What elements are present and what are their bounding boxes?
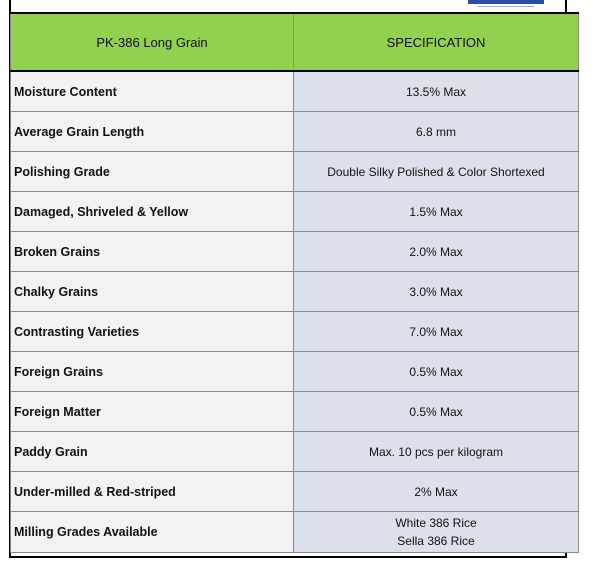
header-product: PK-386 Long Grain [11, 13, 294, 71]
row-label: Under-milled & Red-striped [11, 472, 294, 512]
milling-grade-sella: Sella 386 Rice [397, 534, 475, 548]
row-label: Broken Grains [11, 232, 294, 272]
row-value: 0.5% Max [294, 392, 579, 432]
row-label: Moisture Content [11, 71, 294, 112]
header-specification: SPECIFICATION [294, 13, 579, 71]
table-row [11, 352, 579, 392]
row-value: 2.0% Max [294, 232, 579, 272]
row-label: Foreign Grains [11, 352, 294, 392]
row-value: 13.5% Max [294, 71, 579, 112]
row-value: 0.5% Max [294, 352, 579, 392]
row-label: Foreign Matter [11, 392, 294, 432]
table-row [11, 472, 579, 512]
table-row [11, 392, 579, 432]
row-value: 7.0% Max [294, 312, 579, 352]
table-row [11, 71, 579, 112]
row-value: Double Silky Polished & Color Shortexed [294, 152, 579, 192]
table-row [11, 272, 579, 312]
row-value: 2% Max [294, 472, 579, 512]
table-header-row [11, 13, 579, 71]
milling-grade-white: White 386 Rice [395, 516, 477, 530]
row-label: Chalky Grains [11, 272, 294, 312]
table-row [11, 112, 579, 152]
row-value-multi [294, 512, 579, 553]
row-label: Polishing Grade [11, 152, 294, 192]
row-value: 6.8 mm [294, 112, 579, 152]
row-label: Contrasting Varieties [11, 312, 294, 352]
row-value: Max. 10 pcs per kilogram [294, 432, 579, 472]
row-value: 3.0% Max [294, 272, 579, 312]
logo-tagline [478, 6, 534, 8]
table-row [11, 152, 579, 192]
table-row [11, 312, 579, 352]
table-row [11, 232, 579, 272]
specification-table [10, 12, 579, 553]
row-value: 1.5% Max [294, 192, 579, 232]
table-row-milling-grades [11, 512, 579, 553]
row-label: Paddy Grain [11, 432, 294, 472]
table-row [11, 432, 579, 472]
row-label: Average Grain Length [11, 112, 294, 152]
table-row [11, 192, 579, 232]
company-logo [468, 0, 544, 4]
row-label: Damaged, Shriveled & Yellow [11, 192, 294, 232]
row-label: Milling Grades Available [11, 512, 294, 553]
